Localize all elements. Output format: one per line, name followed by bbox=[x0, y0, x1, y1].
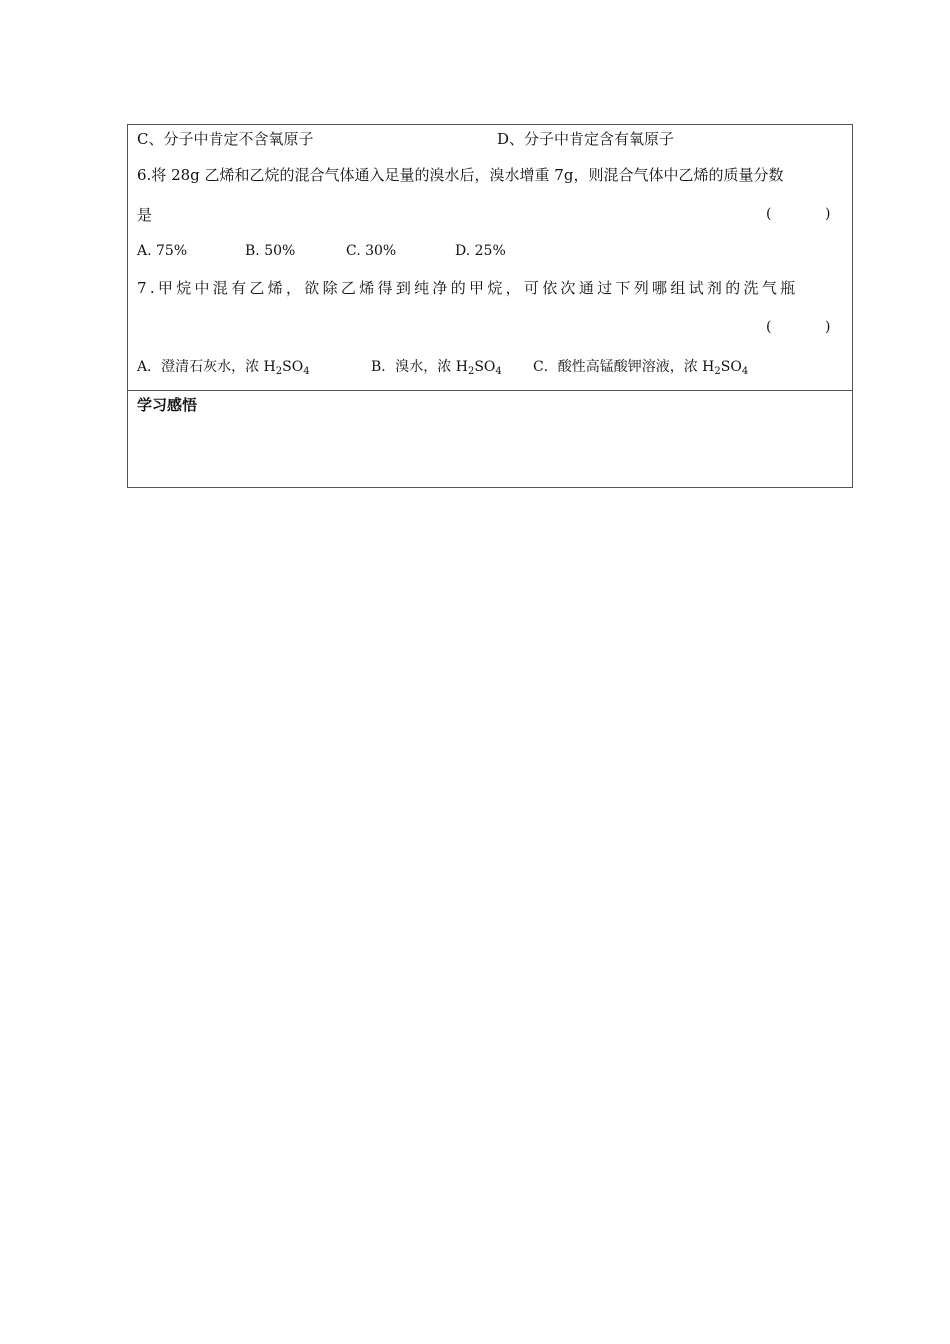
q6-paren-open: ( bbox=[766, 206, 772, 222]
q6-option-d: D. 25% bbox=[455, 243, 506, 259]
q7-paren-close: ) bbox=[825, 319, 831, 335]
q6-stem-line2: 是 bbox=[137, 206, 153, 224]
q6-paren-close: ) bbox=[825, 206, 831, 222]
question-table bbox=[127, 124, 853, 488]
q6-stem-line1: 6.将 28g 乙烯和乙烷的混合气体通入足量的溴水后，溴水增重 7g，则混合气体中乙烯的质量分数 bbox=[137, 166, 784, 184]
q7-paren-open: ( bbox=[766, 319, 772, 335]
q5-option-d: D、分子中肯定含有氧原子 bbox=[497, 130, 675, 148]
q7-option-c: C．酸性高锰酸钾溶液，浓 $H_2SO_4$ bbox=[533, 359, 749, 377]
q7-option-a: A．澄清石灰水，浓 $H_2SO_4$ bbox=[137, 359, 310, 377]
q7-stem: 7.甲烷中混有乙烯，欲除乙烯得到纯净的甲烷，可依次通过下列哪组试剂的洗气瓶 bbox=[137, 279, 799, 297]
q6-option-a: A. 75% bbox=[137, 243, 188, 259]
q6-option-b: B. 50% bbox=[245, 243, 296, 259]
row-divider bbox=[128, 390, 852, 391]
q6-option-c: C. 30% bbox=[346, 243, 397, 259]
q5-option-c: C、分子中肯定不含氧原子 bbox=[137, 130, 314, 148]
reflection-heading: 学习感悟 bbox=[137, 396, 198, 414]
q7-option-b: B．溴水，浓 $H_2SO_4$ bbox=[371, 359, 502, 377]
